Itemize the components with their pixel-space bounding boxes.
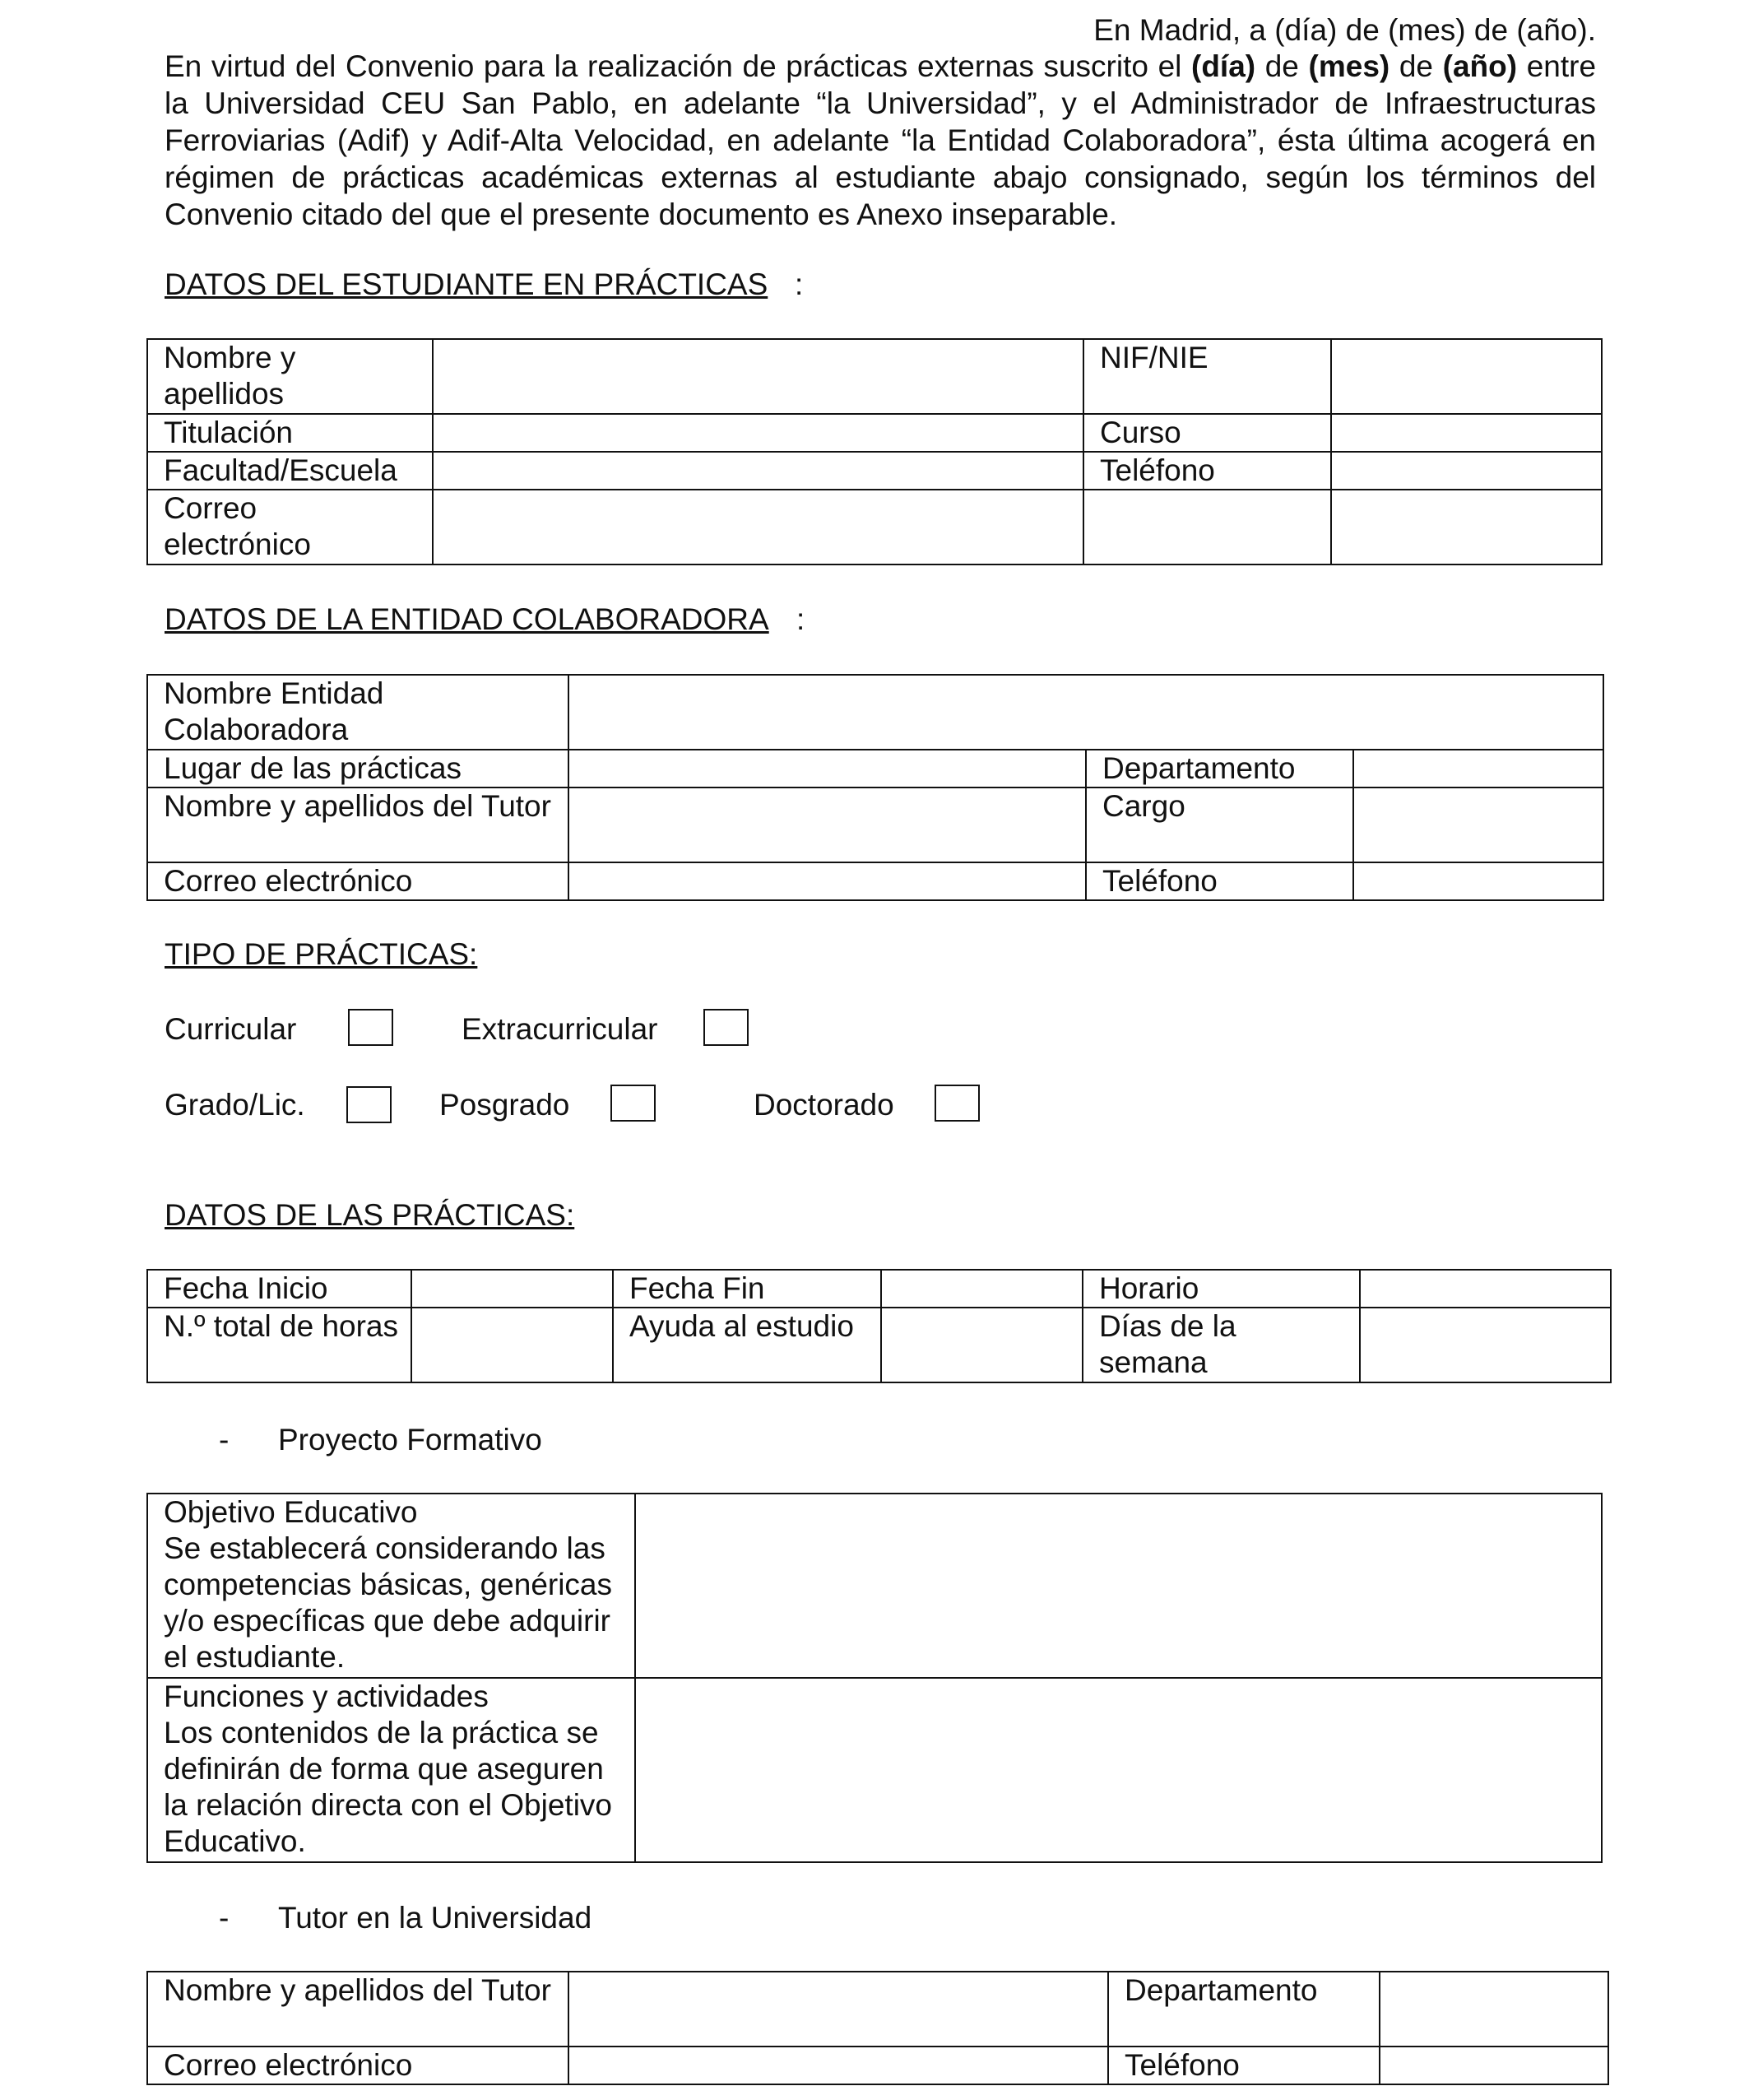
study-aid-field[interactable]	[881, 1308, 1083, 1382]
project-bullet: -	[219, 1423, 230, 1457]
doctorado-checkbox[interactable]	[935, 1085, 980, 1122]
project-table	[146, 1493, 1603, 1863]
table-row	[147, 1494, 1602, 1678]
entity-name-field[interactable]	[568, 675, 1603, 750]
entity-place-field[interactable]	[568, 750, 1086, 788]
table-row	[147, 452, 1602, 490]
student-email-label: Correo electrónico	[147, 490, 433, 564]
posgrado-checkbox[interactable]	[610, 1085, 656, 1122]
curricular-label: Curricular	[165, 1012, 297, 1046]
doctorado-label: Doctorado	[754, 1088, 894, 1122]
end-date-field[interactable]	[881, 1270, 1083, 1308]
table-row	[147, 1678, 1602, 1862]
schedule-label: Horario	[1083, 1270, 1360, 1308]
functions-field[interactable]	[635, 1678, 1602, 1862]
student-name-label: Nombre y apellidos	[147, 339, 433, 414]
intro-year: (año)	[1442, 49, 1518, 83]
entity-heading: DATOS DE LA ENTIDAD COLABORADORA	[165, 602, 769, 636]
table-row	[147, 1972, 1608, 2047]
extracurricular-checkbox[interactable]	[703, 1009, 749, 1046]
univ-tutor-name-field[interactable]	[568, 1972, 1108, 2047]
intro-month: (mes)	[1308, 49, 1390, 83]
end-date-label: Fecha Fin	[613, 1270, 881, 1308]
student-email-field[interactable]	[433, 490, 1083, 564]
entity-table	[146, 674, 1604, 901]
univ-tutor-table	[146, 1971, 1609, 2085]
univ-tutor-title: Tutor en la Universidad	[278, 1901, 592, 1935]
grado-label: Grado/Lic.	[165, 1088, 305, 1122]
extracurricular-label: Extracurricular	[462, 1012, 658, 1046]
start-date-label: Fecha Inicio	[147, 1270, 411, 1308]
student-course-label: Curso	[1083, 414, 1331, 452]
student-faculty-label: Facultad/Escuela	[147, 452, 433, 490]
table-row	[147, 862, 1603, 900]
posgrado-label: Posgrado	[439, 1088, 570, 1122]
week-days-field[interactable]	[1360, 1308, 1611, 1382]
student-name-field[interactable]	[433, 339, 1083, 414]
entity-heading-colon: :	[796, 602, 805, 636]
entity-email-field[interactable]	[568, 862, 1086, 900]
student-nif-label: NIF/NIE	[1083, 339, 1331, 414]
total-hours-label: N.º total de horas	[147, 1308, 411, 1382]
student-phone-field[interactable]	[1331, 452, 1602, 490]
table-row	[147, 1270, 1611, 1308]
student-heading-colon: :	[795, 267, 804, 301]
intro-text-2: de	[1264, 49, 1299, 83]
table-row	[147, 1308, 1611, 1382]
univ-tutor-name-label: Nombre y apellidos del Tutor	[147, 1972, 568, 2047]
student-degree-label: Titulación	[147, 414, 433, 452]
entity-position-label: Cargo	[1086, 788, 1353, 862]
curricular-checkbox[interactable]	[348, 1009, 393, 1046]
functions-label: Funciones y actividades Los contenidos de la práctica se definirán de forma que aseguren la relación directa con el Objetivo Educativo.	[147, 1678, 635, 1862]
univ-tutor-dept-field[interactable]	[1380, 1972, 1608, 2047]
entity-place-label: Lugar de las prácticas	[147, 750, 568, 788]
type-heading: TIPO DE PRÁCTICAS:	[165, 937, 478, 971]
student-degree-field[interactable]	[433, 414, 1083, 452]
table-row	[147, 788, 1603, 862]
week-days-label: Días de la semana	[1083, 1308, 1360, 1382]
univ-tutor-phone-label: Teléfono	[1108, 2047, 1380, 2084]
practice-heading: DATOS DE LAS PRÁCTICAS:	[165, 1198, 575, 1232]
student-heading: DATOS DEL ESTUDIANTE EN PRÁCTICAS	[165, 267, 768, 301]
student-faculty-field[interactable]	[433, 452, 1083, 490]
student-course-field[interactable]	[1331, 414, 1602, 452]
project-title: Proyecto Formativo	[278, 1423, 542, 1457]
intro-text-3: de	[1399, 49, 1433, 83]
start-date-field[interactable]	[411, 1270, 613, 1308]
grado-checkbox[interactable]	[346, 1086, 392, 1123]
intro-day: (día)	[1191, 49, 1256, 83]
table-row	[147, 490, 1602, 564]
entity-position-field[interactable]	[1353, 788, 1603, 862]
entity-phone-label: Teléfono	[1086, 862, 1353, 900]
practice-table	[146, 1269, 1612, 1383]
intro-paragraph	[165, 48, 1596, 233]
entity-tutor-label: Nombre y apellidos del Tutor	[147, 788, 568, 862]
total-hours-field[interactable]	[411, 1308, 613, 1382]
univ-tutor-email-label: Correo electrónico	[147, 2047, 568, 2084]
schedule-field[interactable]	[1360, 1270, 1611, 1308]
study-aid-label: Ayuda al estudio	[613, 1308, 881, 1382]
student-nif-field[interactable]	[1331, 339, 1602, 414]
student-phone-label: Teléfono	[1083, 452, 1331, 490]
table-row	[147, 675, 1603, 750]
univ-tutor-phone-field[interactable]	[1380, 2047, 1608, 2084]
entity-phone-field[interactable]	[1353, 862, 1603, 900]
entity-tutor-field[interactable]	[568, 788, 1086, 862]
univ-tutor-bullet: -	[219, 1901, 230, 1935]
date-line: En Madrid, a (día) de (mes) de (año).	[1093, 13, 1596, 47]
entity-dept-label: Departamento	[1086, 750, 1353, 788]
table-row	[147, 2047, 1608, 2084]
entity-dept-field[interactable]	[1353, 750, 1603, 788]
objective-label: Objetivo Educativo Se establecerá considerando las competencias básicas, genéricas y/o específicas que debe adquirir el estudiante.	[147, 1494, 635, 1678]
student-table	[146, 338, 1603, 565]
intro-text-1: En virtud del Convenio para la realización de prácticas externas suscrito el	[165, 49, 1182, 83]
table-row	[147, 414, 1602, 452]
intro-text-4: entre la Universidad CEU San Pablo, en adelante “la Universidad”, y el Administrador de Infraestructuras Ferroviarias (Adif) y Adif-Alta Velocidad, en adelante “la Entidad Colaboradora”, ésta última acogerá en régimen de prácticas académicas externas al estudiante abajo consignado, según los términos del Convenio citado del que el presente documento es Anexo inseparable.	[165, 49, 1597, 231]
student-extra-field-2[interactable]	[1331, 490, 1602, 564]
objective-field[interactable]	[635, 1494, 1602, 1678]
univ-tutor-dept-label: Departamento	[1108, 1972, 1380, 2047]
student-extra-field[interactable]	[1083, 490, 1331, 564]
entity-email-label: Correo electrónico	[147, 862, 568, 900]
entity-name-label: Nombre Entidad Colaboradora	[147, 675, 568, 750]
univ-tutor-email-field[interactable]	[568, 2047, 1108, 2084]
table-row	[147, 339, 1602, 414]
table-row	[147, 750, 1603, 788]
